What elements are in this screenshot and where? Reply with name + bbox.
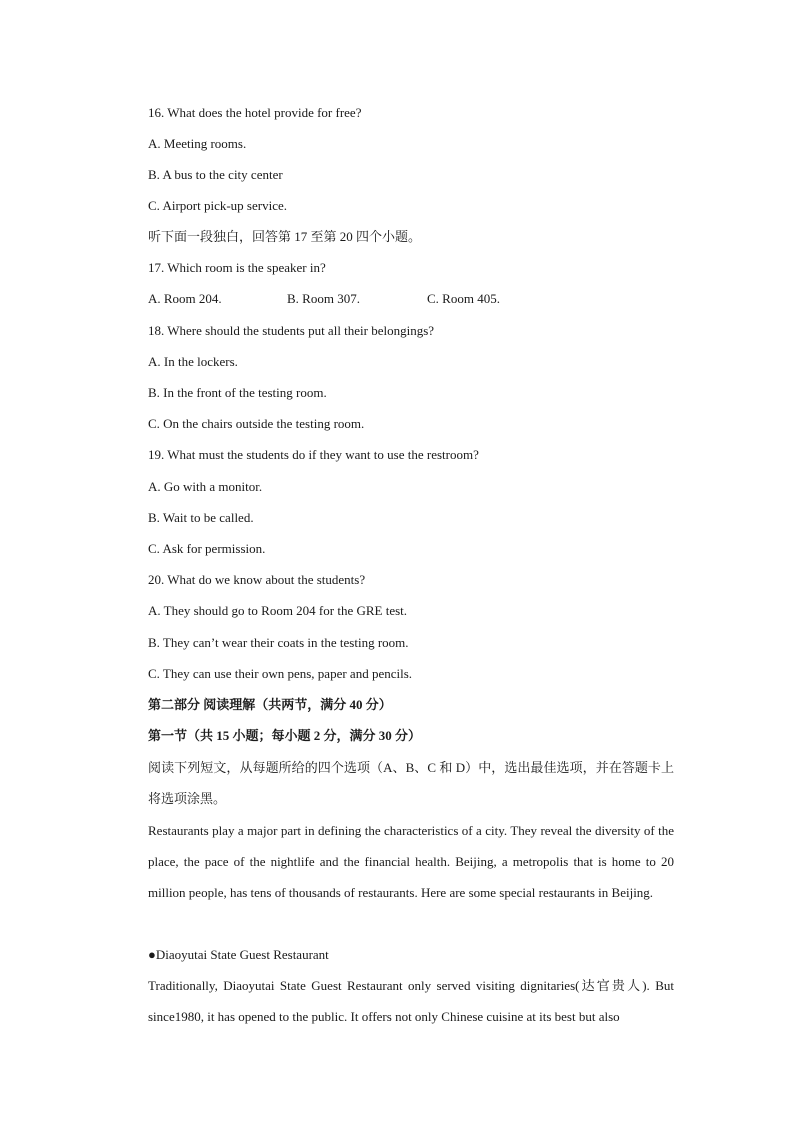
part-2-title: 第二部分 阅读理解（共两节，满分 40 分）: [148, 697, 392, 712]
section-1-title: 第一节（共 15 小题；每小题 2 分，满分 30 分）: [148, 728, 422, 743]
question-20-option-a: A. They should go to Room 204 for the GRE test.: [148, 603, 408, 618]
question-18-option-c: C. On the chairs outside the testing room.: [148, 416, 365, 431]
question-19-option-b: B. Wait to be called.: [148, 510, 254, 525]
question-18-option-b: B. In the front of the testing room.: [148, 385, 327, 400]
passage-paragraph-2: Traditionally, Diaoyutai State Guest Restaurant only served visiting dignitaries(达官贵人). But since1980, it has opened to the public. It offers not only Chinese cuisine at its best but also: [148, 978, 674, 1025]
question-17: 17. Which room is the speaker in?: [148, 260, 326, 275]
question-16-option-a: A. Meeting rooms.: [148, 136, 247, 151]
question-19: 19. What must the students do if they want to use the restroom?: [148, 447, 479, 462]
question-16: 16. What does the hotel provide for free?: [148, 105, 362, 120]
question-18: 18. Where should the students put all their belongings?: [148, 323, 435, 338]
question-20-option-b: B. They can’t wear their coats in the testing room.: [148, 635, 409, 650]
question-16-option-c: C. Airport pick-up service.: [148, 198, 287, 213]
question-20: 20. What do we know about the students?: [148, 572, 366, 587]
question-17-option-c: C. Room 405.: [427, 291, 500, 306]
question-17-option-b: B. Room 307.: [287, 291, 360, 306]
question-20-option-c: C. They can use their own pens, paper and pencils.: [148, 666, 413, 681]
passage-heading-diaoyutai: ●Diaoyutai State Guest Restaurant: [148, 947, 329, 962]
passage-paragraph-1: Restaurants play a major part in defining the characteristics of a city. They reveal the diversity of the place, the pace of the nightlife and the financial health. Beijing, a metropolis that is home to 20 million people, has tens of thousands of restaurants. Here are some special restaurants in Beijing.: [148, 823, 674, 901]
listening-intro-17-20: 听下面一段独白，回答第 17 至第 20 四个小题。: [148, 229, 422, 244]
question-16-option-b: B. A bus to the city center: [148, 167, 283, 182]
question-18-option-a: A. In the lockers.: [148, 354, 238, 369]
question-19-option-c: C. Ask for permission.: [148, 541, 266, 556]
reading-instructions-text: 阅读下列短文，从每题所给的四个选项（A、B、C 和 D）中，选出最佳选项，并在答题卡上将选项涂黑。: [148, 760, 674, 807]
reading-instructions: [148, 752, 674, 814]
question-19-option-a: A. Go with a monitor.: [148, 479, 263, 494]
question-17-option-a: A. Room 204.: [148, 291, 222, 306]
